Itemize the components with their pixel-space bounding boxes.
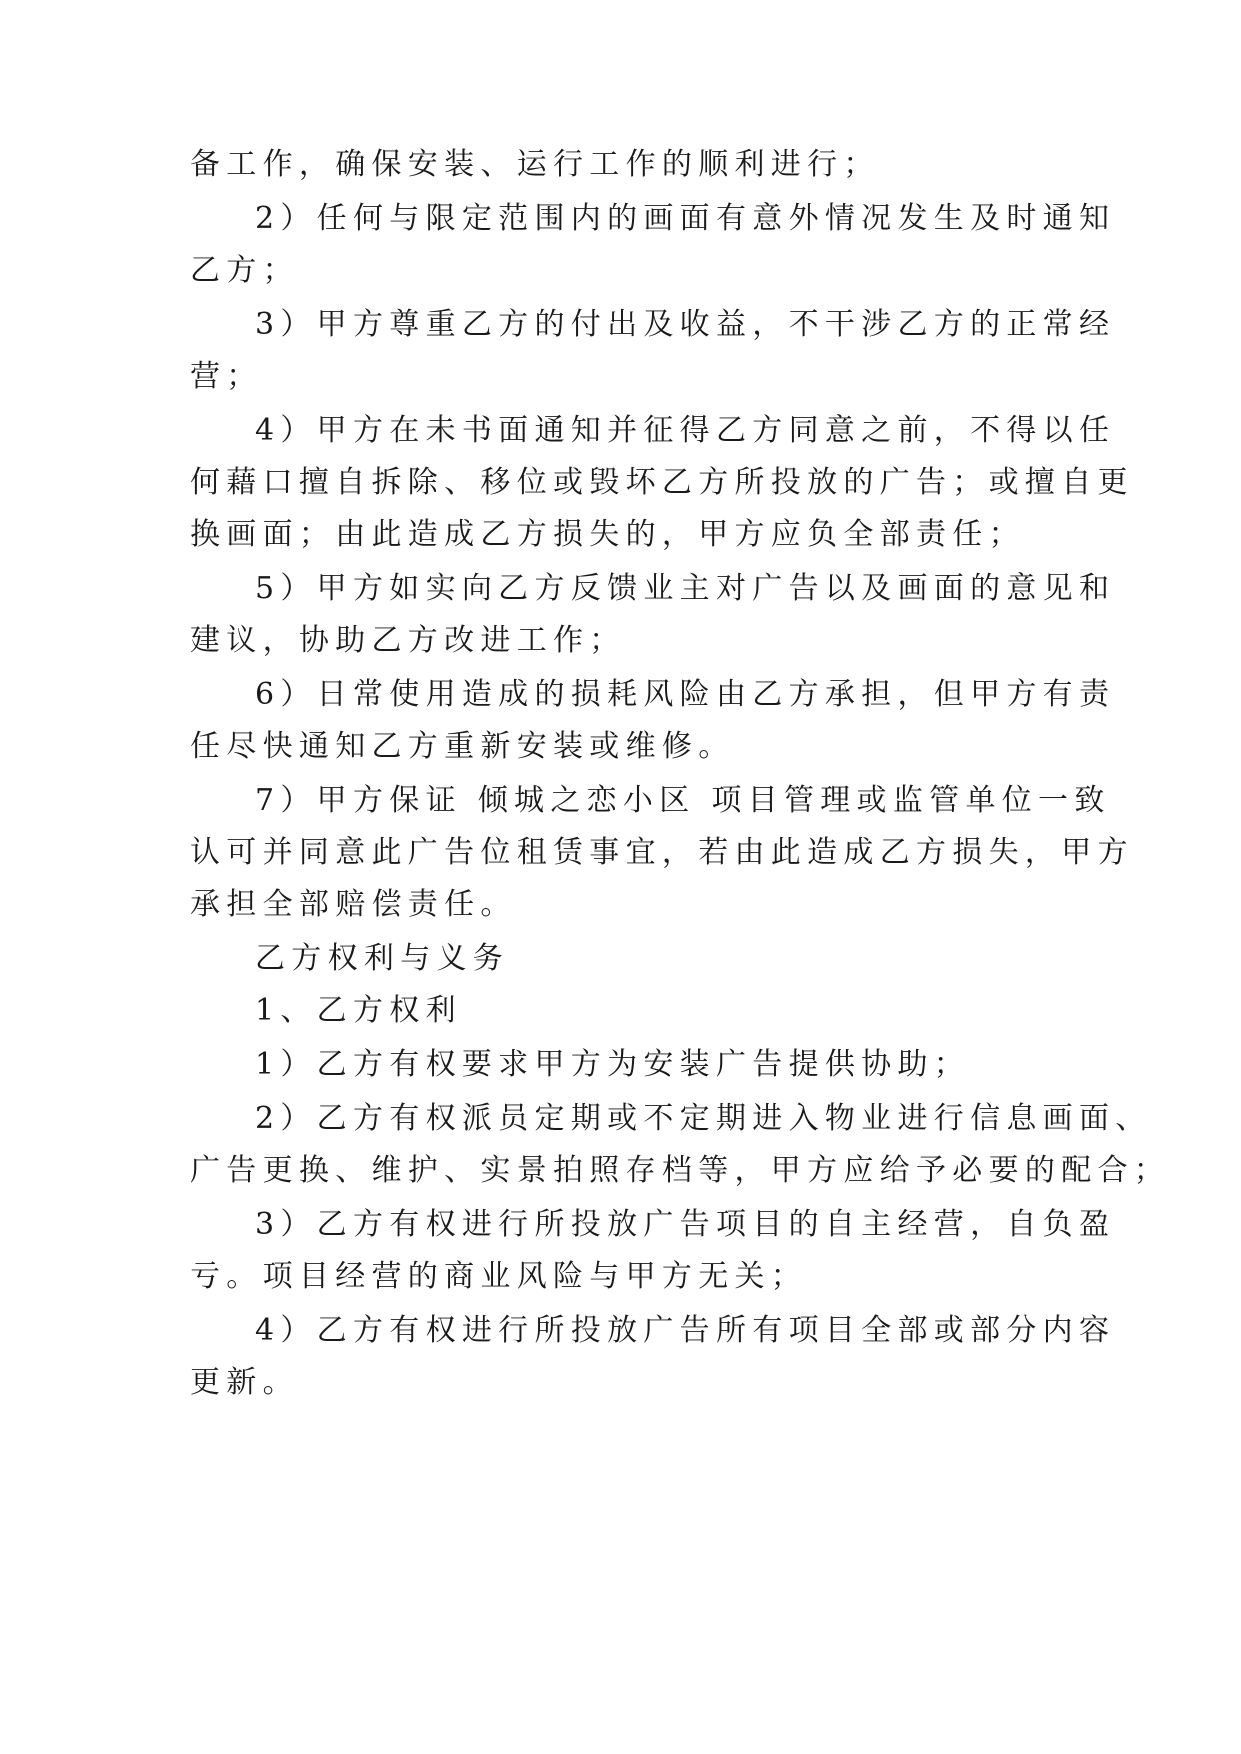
text-line-11: 6）日常使用造成的损耗风险由乙方承担，但甲方有责 [255, 677, 1116, 712]
text-line-20: 广告更换、维护、实景拍照存档等，甲方应给予必要的配合； [190, 1153, 1171, 1188]
text-line-3: 乙方； [190, 253, 299, 288]
text-line-10: 建议，协助乙方改进工作； [190, 623, 626, 658]
text-line-23: 4）乙方有权进行所投放广告所有项目全部或部分内容 [255, 1313, 1116, 1348]
text-line-12: 任尽快通知乙方重新安装或维修。 [190, 729, 735, 764]
text-line-19: 2）乙方有权派员定期或不定期进入物业进行信息画面、 [255, 1101, 1152, 1136]
text-line-5: 营； [190, 359, 263, 394]
text-line-8: 换画面；由此造成乙方损失的，甲方应负全部责任； [190, 517, 1025, 552]
subsection-heading: 1、乙方权利 [255, 993, 462, 1028]
text-line-18: 1）乙方有权要求甲方为安装广告提供协助； [255, 1047, 971, 1082]
text-line-2: 2）任何与限定范围内的画面有意外情况发生及时通知 [255, 201, 1116, 236]
text-line-24: 更新。 [190, 1365, 299, 1400]
text-line-14: 认可并同意此广告位租赁事宜，若由此造成乙方损失，甲方 [190, 835, 1134, 870]
text-line-22: 亏。项目经营的商业风险与甲方无关； [190, 1259, 808, 1294]
section-heading: 乙方权利与义务 [255, 941, 510, 976]
text-line-21: 3）乙方有权进行所投放广告项目的自主经营，自负盈 [255, 1207, 1116, 1242]
text-line-4: 3）甲方尊重乙方的付出及收益，不干涉乙方的正常经 [255, 307, 1116, 342]
text-line-6: 4）甲方在未书面通知并征得乙方同意之前，不得以任 [255, 413, 1116, 448]
text-line-13: 7）甲方保证 倾城之恋小区 项目管理或监管单位一致 [255, 783, 1111, 818]
text-line-15: 承担全部赔偿责任。 [190, 887, 517, 922]
text-line-1: 备工作，确保安装、运行工作的顺利进行； [190, 147, 880, 182]
text-line-7: 何藉口擅自拆除、移位或毁坏乙方所投放的广告；或擅自更 [190, 465, 1134, 500]
text-line-9: 5）甲方如实向乙方反馈业主对广告以及画面的意见和 [255, 571, 1116, 606]
